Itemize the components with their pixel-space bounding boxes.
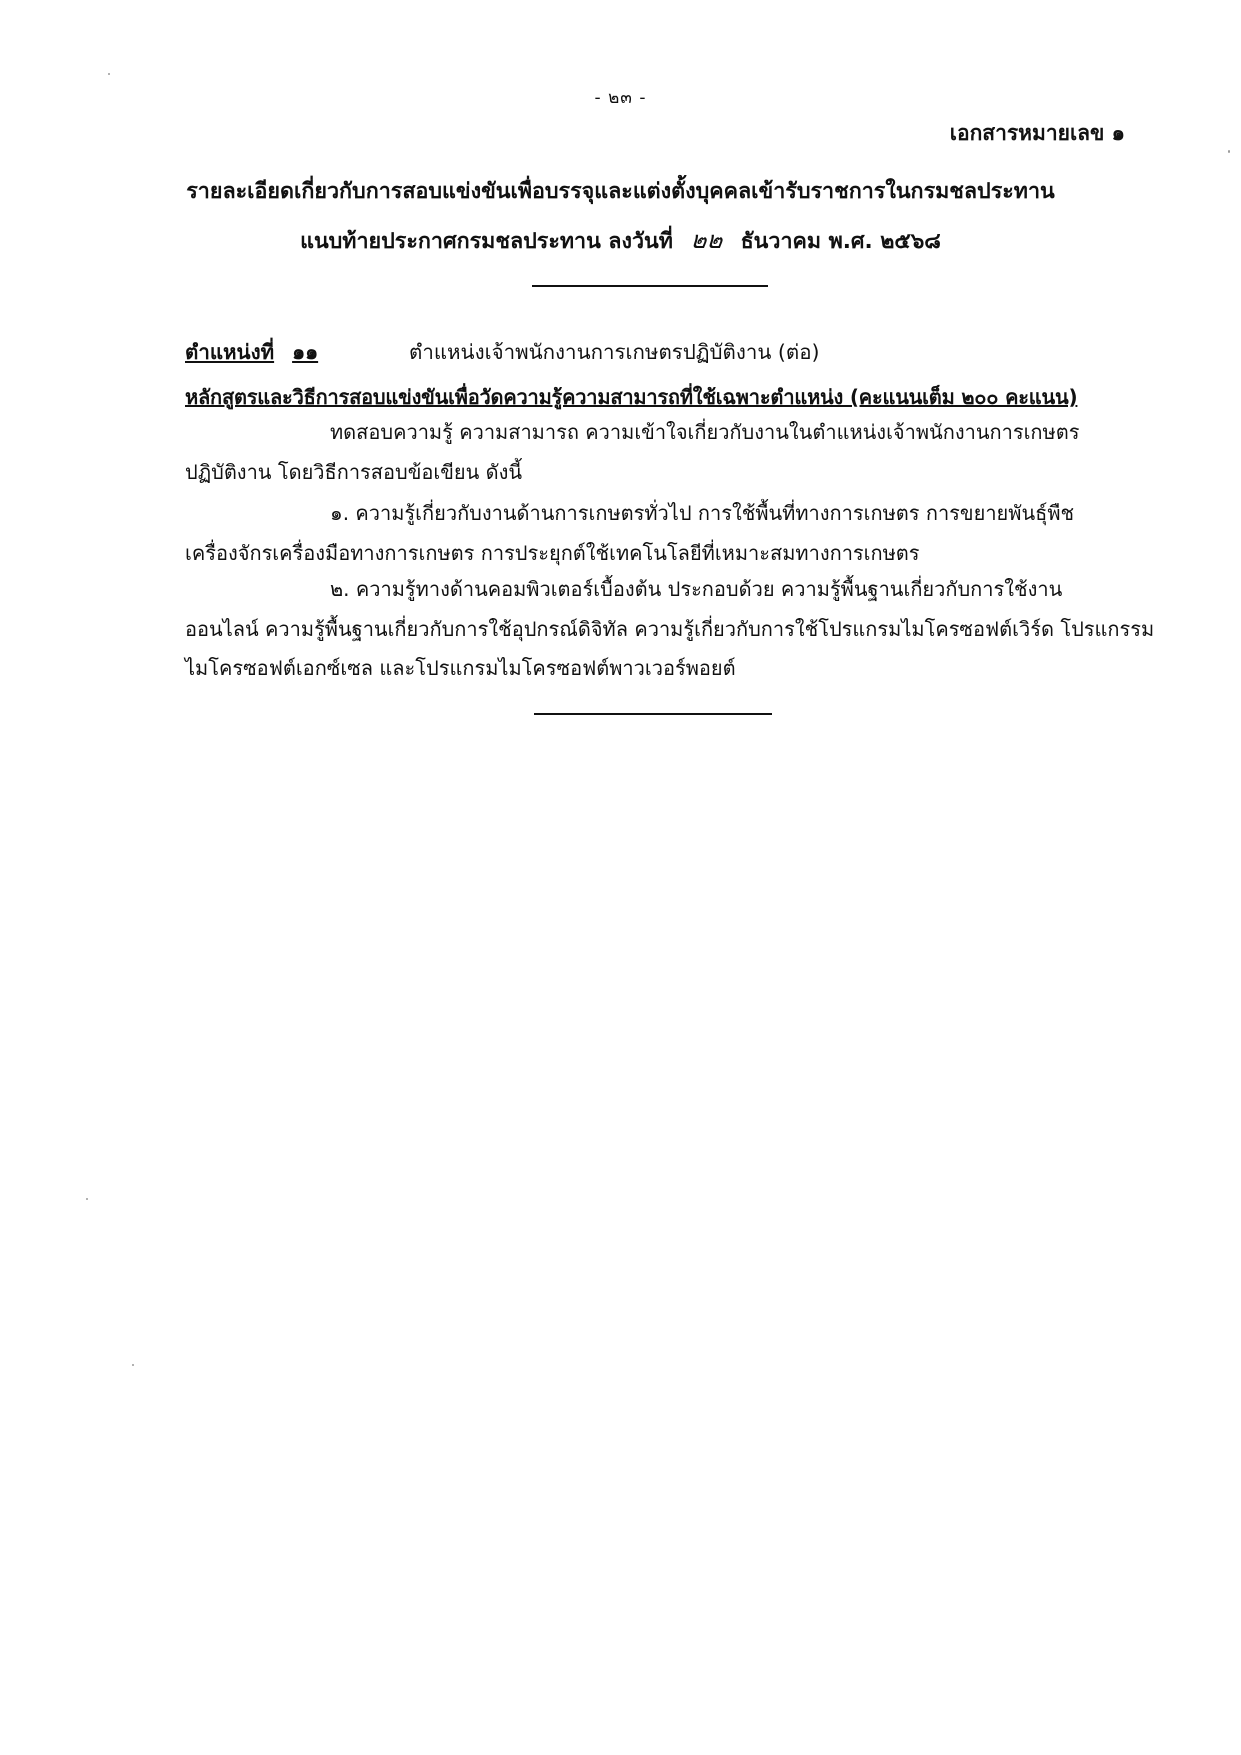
title-line-2-prefix: แนบท้ายประกาศกรมชลประทาน ลงวันที่ [300,229,673,254]
body-line: ปฏิบัติงาน โดยวิธีการสอบข้อเขียน ดังนี้ [185,460,523,484]
scan-speck [132,1364,134,1366]
body-line: เครื่องจักรเครื่องมือทางการเกษตร การประยุกต์ใช้เทคโนโลยีที่เหมาะสมทางการเกษตร [185,541,920,565]
title-line-2-suffix: ธันวาคม พ.ศ. ๒๕๖๘ [740,229,941,254]
curriculum-heading: หลักสูตรและวิธีการสอบแข่งขันเพื่อวัดความรู้ความสามารถที่ใช้เฉพาะตำแหน่ง (คะแนนเต็ม ๒๐๐ คะแนน) [185,385,1078,409]
scan-speck [1228,150,1230,153]
body-line: ทดสอบความรู้ ความสามารถ ความเข้าใจเกี่ยวกับงานในตำแหน่งเจ้าพนักงานการเกษตร [330,420,1080,444]
position-line [185,336,820,369]
handwritten-day: ๒๒ [688,226,725,254]
document-title-line-1: รายละเอียดเกี่ยวกับการสอบแข่งขันเพื่อบรรจุและแต่งตั้งบุคคลเข้ารับราชการในกรมชลประทาน [186,179,1055,204]
scan-speck [108,73,110,75]
position-label: ตำแหน่งที่ [185,340,275,364]
body-line: ออนไลน์ ความรู้พื้นฐานเกี่ยวกับการใช้อุปกรณ์ดิจิทัล ความรู้เกี่ยวกับการใช้โปรแกรมไมโครซอฟต์เวิร์ด โปรแกรรม [185,617,1155,641]
document-title-line-2 [0,220,1241,259]
position-title: ตำแหน่งเจ้าพนักงานการเกษตรปฏิบัติงาน (ต่อ) [409,340,820,364]
body-line: ๑. ความรู้เกี่ยวกับงานด้านการเกษตรทั่วไป การใช้พื้นที่ทางการเกษตร การขยายพันธุ์พืช [330,501,1075,525]
scan-speck [86,1198,88,1200]
body-line: ไมโครซอฟต์เอกซ์เซล และโปรแกรมไมโครซอฟต์พาวเวอร์พอยต์ [185,656,736,680]
document-number: เอกสารหมายเลข ๑ [949,121,1125,145]
position-number: ๑๑ [292,340,319,364]
divider-bottom [534,713,772,715]
body-line: ๒. ความรู้ทางด้านคอมพิวเตอร์เบื้องต้น ประกอบด้วย ความรู้พื้นฐานเกี่ยวกับการใช้งาน [330,577,1063,601]
page-number: - ๒๓ - [594,88,647,108]
divider-top [532,285,768,287]
